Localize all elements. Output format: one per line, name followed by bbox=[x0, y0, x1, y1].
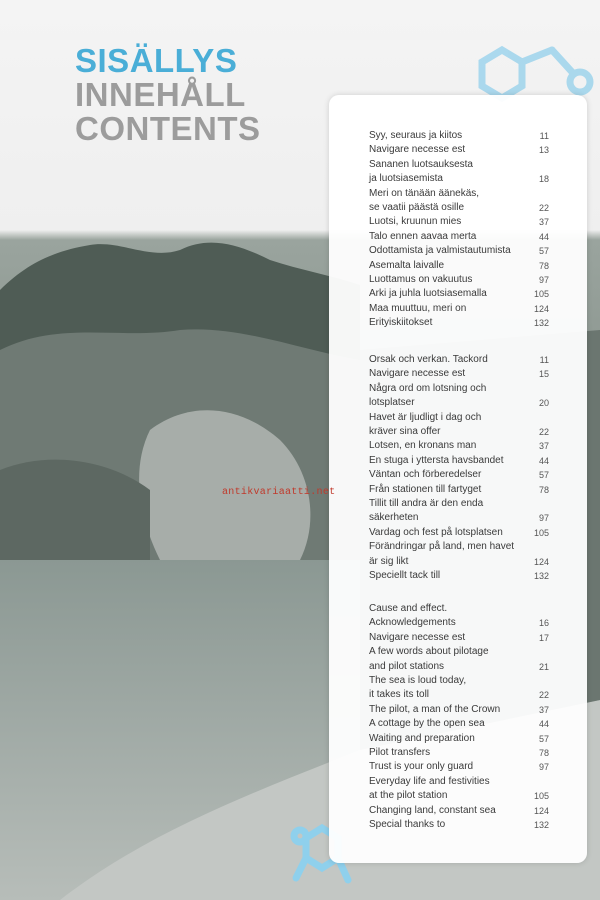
toc-entry bbox=[369, 259, 549, 273]
toc-entry-page: 15 bbox=[538, 369, 549, 380]
toc-entry bbox=[369, 287, 549, 301]
toc-entry bbox=[369, 454, 549, 468]
toc-entry-title: Luotsi, kruunun mies bbox=[369, 216, 462, 228]
toc-entry-page: 11 bbox=[539, 355, 549, 365]
toc-entry-title: Odottamista ja valmistautumista bbox=[369, 245, 511, 257]
toc-entry bbox=[369, 382, 549, 411]
toc-entry bbox=[369, 497, 549, 526]
toc-entry bbox=[369, 143, 549, 157]
toc-entry-page: 37 bbox=[538, 217, 549, 228]
toc-entry-title: Erityiskiitokset bbox=[369, 317, 433, 329]
toc-entry bbox=[369, 775, 549, 804]
toc-entry-title: Tillit till andra är den enda säkerheten bbox=[369, 498, 484, 524]
toc-entry-title: Navigare necesse est bbox=[369, 631, 466, 643]
toc-panel bbox=[329, 95, 587, 863]
toc-entry-title: Talo ennen aavaa merta bbox=[369, 230, 477, 242]
toc-entry-title: Havet är ljudligt i dag och kräver sina offer bbox=[369, 411, 482, 438]
toc-entry-page: 11 bbox=[539, 131, 549, 141]
title-swedish: INNEHÅLL bbox=[75, 76, 246, 113]
toc-entry-page: 97 bbox=[538, 275, 549, 286]
toc-entry-page: 105 bbox=[533, 791, 549, 802]
toc-entry-title: Sananen luotsauksesta ja luotsiasemista bbox=[369, 158, 473, 185]
toc-entry-page: 97 bbox=[538, 762, 549, 773]
toc-entry bbox=[369, 674, 549, 703]
toc-entry-page: 37 bbox=[538, 441, 549, 452]
toc-entry-page: 78 bbox=[538, 260, 549, 271]
toc-entry-title: A cottage by the open sea bbox=[369, 718, 485, 730]
toc-entry bbox=[369, 129, 549, 143]
toc-section-swedish bbox=[369, 353, 549, 584]
toc-entry-page: 13 bbox=[538, 145, 549, 156]
toc-entry-title: Förändringar på land, men havet är sig likt bbox=[369, 541, 515, 567]
toc-entry bbox=[369, 818, 549, 832]
toc-entry bbox=[369, 645, 549, 674]
toc-entry-page: 22 bbox=[538, 690, 549, 701]
toc-entry-title: Arki ja juhla luotsiasemalla bbox=[369, 288, 487, 300]
toc-entry-page: 124 bbox=[533, 303, 549, 314]
toc-entry-title: Luottamus on vakuutus bbox=[369, 274, 473, 286]
toc-entry-page: 17 bbox=[538, 632, 549, 643]
toc-entry-title: Maa muuttuu, meri on bbox=[369, 302, 467, 314]
toc-entry-title: Väntan och förberedelser bbox=[369, 469, 482, 481]
toc-entry bbox=[369, 717, 549, 731]
toc-entry-page: 78 bbox=[538, 748, 549, 759]
toc-entry-title: Special thanks to bbox=[369, 819, 446, 831]
toc-entry bbox=[369, 468, 549, 482]
toc-entry-page: 37 bbox=[538, 704, 549, 715]
toc-entry-page: 21 bbox=[538, 661, 549, 672]
toc-entry bbox=[369, 483, 549, 497]
watermark-text: antikvariaatti.net bbox=[222, 487, 336, 498]
toc-entry-page: 44 bbox=[538, 231, 549, 242]
toc-entry-page: 22 bbox=[538, 203, 549, 214]
toc-entry bbox=[369, 760, 549, 774]
toc-entry-page: 105 bbox=[533, 289, 549, 300]
toc-entry-page: 78 bbox=[538, 484, 549, 495]
toc-entry-title: Changing land, constant sea bbox=[369, 804, 496, 816]
toc-entry-page: 105 bbox=[533, 527, 549, 538]
toc-entry-page: 132 bbox=[533, 571, 549, 582]
toc-entry-title: Everyday life and festivities at the pilot station bbox=[369, 775, 490, 802]
toc-entry-title: Navigare necesse est bbox=[369, 144, 466, 156]
toc-entry bbox=[369, 316, 549, 330]
toc-entry bbox=[369, 302, 549, 316]
toc-entry-title: Trust is your only guard bbox=[369, 761, 474, 773]
toc-entry bbox=[369, 411, 549, 440]
toc-entry-title: Pilot transfers bbox=[369, 747, 431, 759]
toc-entry-page: 132 bbox=[533, 820, 549, 831]
toc-entry bbox=[369, 158, 549, 187]
toc-entry bbox=[369, 703, 549, 717]
toc-entry bbox=[369, 804, 549, 818]
toc-entry-page: 16 bbox=[538, 618, 549, 629]
toc-entry bbox=[369, 439, 549, 453]
toc-entry bbox=[369, 526, 549, 540]
toc-section-english bbox=[369, 602, 549, 833]
toc-entry-page: 44 bbox=[538, 719, 549, 730]
toc-entry-title: En stuga i yttersta havsbandet bbox=[369, 454, 504, 466]
toc-entry-page: 97 bbox=[538, 513, 549, 524]
toc-entry-title: Syy, seuraus ja kiitos bbox=[369, 130, 463, 141]
toc-entry-title: Orsak och verkan. Tackord bbox=[369, 354, 488, 365]
toc-entry-title: Meri on tänään äänekäs, se vaatii päästä osille bbox=[369, 187, 480, 214]
toc-entry bbox=[369, 273, 549, 287]
title-finnish: SISÄLLYS bbox=[75, 42, 238, 79]
toc-entry-page: 57 bbox=[538, 470, 549, 481]
toc-entry-title: Från stationen till fartyget bbox=[369, 483, 482, 495]
toc-entry-title: Vardag och fest på lotsplatsen bbox=[369, 526, 503, 538]
toc-entry-page: 57 bbox=[538, 246, 549, 257]
toc-entry-title: The pilot, a man of the Crown bbox=[369, 703, 501, 715]
toc-entry-title: Asemalta laivalle bbox=[369, 259, 445, 271]
toc-entry bbox=[369, 353, 549, 367]
toc-entry bbox=[369, 230, 549, 244]
toc-section-finnish bbox=[369, 129, 549, 331]
toc-entry-title: Lotsen, en kronans man bbox=[369, 440, 477, 452]
toc-entry-page: 22 bbox=[538, 427, 549, 438]
toc-entry-title: Navigare necesse est bbox=[369, 368, 466, 380]
toc-entry bbox=[369, 367, 549, 381]
toc-entry bbox=[369, 244, 549, 258]
title-english: CONTENTS bbox=[75, 110, 261, 147]
toc-entry bbox=[369, 540, 549, 569]
toc-entry bbox=[369, 602, 549, 631]
toc-entry-title: Waiting and preparation bbox=[369, 732, 475, 744]
page-title bbox=[75, 44, 261, 146]
toc-entry bbox=[369, 732, 549, 746]
toc-entry-title: Cause and effect. Acknowledgements bbox=[369, 603, 456, 629]
toc-entry-title: Speciellt tack till bbox=[369, 570, 441, 582]
toc-entry-page: 44 bbox=[538, 455, 549, 466]
toc-entry bbox=[369, 631, 549, 645]
toc-entry-title: Några ord om lotsning och lotsplatser bbox=[369, 382, 487, 409]
toc-entry-page: 124 bbox=[533, 556, 549, 567]
toc-entry bbox=[369, 187, 549, 216]
toc-entry-page: 57 bbox=[538, 733, 549, 744]
toc-entry bbox=[369, 215, 549, 229]
toc-entry bbox=[369, 569, 549, 583]
toc-entry-page: 20 bbox=[538, 398, 549, 409]
toc-entry-page: 18 bbox=[538, 174, 549, 185]
toc-entry-title: A few words about pilotage and pilot stations bbox=[369, 646, 489, 672]
toc-entry-page: 124 bbox=[533, 805, 549, 816]
toc-entry-page: 132 bbox=[533, 318, 549, 329]
toc-entry bbox=[369, 746, 549, 760]
toc-entry-title: The sea is loud today, it takes its toll bbox=[369, 675, 467, 701]
